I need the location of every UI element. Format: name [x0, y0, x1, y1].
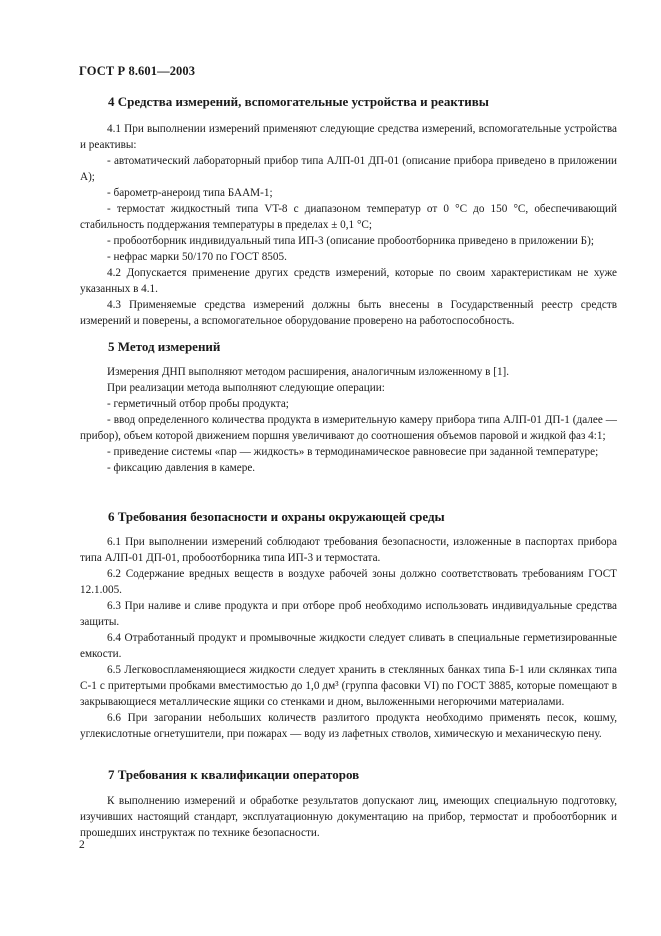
list-item: - приведение системы «пар — жидкость» в термодинамическое равновесие при заданной температуре;	[107, 446, 599, 458]
document-header: ГОСТ Р 8.601—2003	[79, 64, 196, 78]
paragraph: 6.3 При наливе и сливе продукта и при отборе проб необходимо использовать индивидуальные средства защиты.	[80, 600, 617, 628]
list-item: - термостат жидкостный типа VT-8 с диапазоном температур от 0 °С до 150 °С, обеспечивающий стабильность поддержания температуры в пределах ± 0,1 °С;	[80, 203, 617, 231]
list-item: - барометр-анероид типа БААМ-1;	[107, 187, 273, 199]
list-item: - ввод определенного количества продукта в измерительную камеру прибора типа АЛП-01 ДП-1 (далее — прибор), объем которой движением поршня увеличивают до соотношения объемов паровой и жидкой фаз 4:1;	[80, 414, 617, 442]
paragraph: 4.3 Применяемые средства измерений должны быть внесены в Государственный реестр средств измерений и поверены, а вспомогательное оборудование проверено на работоспособность.	[80, 299, 617, 327]
section-6-body	[80, 534, 617, 742]
paragraph: 4.1 При выполнении измерений применяют следующие средства измерений, вспомогательные устройства и реактивы:	[80, 123, 617, 151]
page-number: 2	[79, 839, 85, 851]
paragraph: 6.4 Отработанный продукт и промывочные жидкости следует сливать в специальные герметизированные емкости.	[80, 632, 617, 660]
list-item: - герметичный отбор пробы продукта;	[107, 398, 289, 410]
list-item: - пробоотборник индивидуальный типа ИП-3 (описание пробоотборника приведено в приложении Б);	[107, 235, 594, 247]
paragraph: К выполнению измерений и обработке результатов допускают лиц, имеющих специальную подготовку, изучивших настоящий стандарт, эксплуатационную документацию на прибор, термостат и пробоотборник и прошедших инструктаж по технике безопасности.	[80, 795, 617, 839]
list-item: - нефрас марки 50/170 по ГОСТ 8505.	[107, 251, 287, 263]
section-6-heading: 6 Требования безопасности и охраны окружающей среды	[108, 509, 445, 524]
paragraph: 6.1 При выполнении измерений соблюдают требования безопасности, изложенные в паспортах прибора типа АЛП-01 ДП-01, пробоотборника типа ИП-3 и термостата.	[80, 536, 617, 564]
section-5-heading: 5 Метод измерений	[108, 339, 221, 354]
paragraph: При реализации метода выполняют следующие операции:	[107, 382, 385, 394]
section-7-body	[80, 793, 617, 841]
paragraph: 4.2 Допускается применение других средств измерений, которые по своим характеристикам не хуже указанных в 4.1.	[80, 267, 617, 295]
section-7-heading: 7 Требования к квалификации операторов	[108, 767, 360, 782]
paragraph: 6.6 При загорании небольших количеств разлитого продукта необходимо применять песок, кошму, углекислотные огнетушители, при пожарах — воду из лафетных стволов, химическую и механическую пену.	[80, 712, 617, 740]
list-item: - фиксацию давления в камере.	[107, 462, 256, 474]
section-4-heading: 4 Средства измерений, вспомогательные устройства и реактивы	[108, 94, 489, 109]
list-item: - автоматический лабораторный прибор типа АЛП-01 ДП-01 (описание прибора приведено в приложении А);	[80, 155, 617, 183]
section-5-body	[80, 364, 617, 476]
paragraph: 6.2 Содержание вредных веществ в воздухе рабочей зоны должно соответствовать требованиям ГОСТ 12.1.005.	[80, 568, 617, 596]
paragraph: 6.5 Легковоспламеняющиеся жидкости следует хранить в стеклянных банках типа Б-1 или склянках типа С-1 с притертыми пробками вместимостью до 1,0 дм³ (группа фасовки VI) по ГОСТ 3885, которые помещают в закрывающиеся металлические ящики со стенками и дном, выложенными негорючими материалами.	[80, 664, 617, 708]
paragraph: Измерения ДНП выполняют методом расширения, аналогичным изложенному в [1].	[107, 366, 510, 378]
section-4-body	[80, 121, 617, 329]
